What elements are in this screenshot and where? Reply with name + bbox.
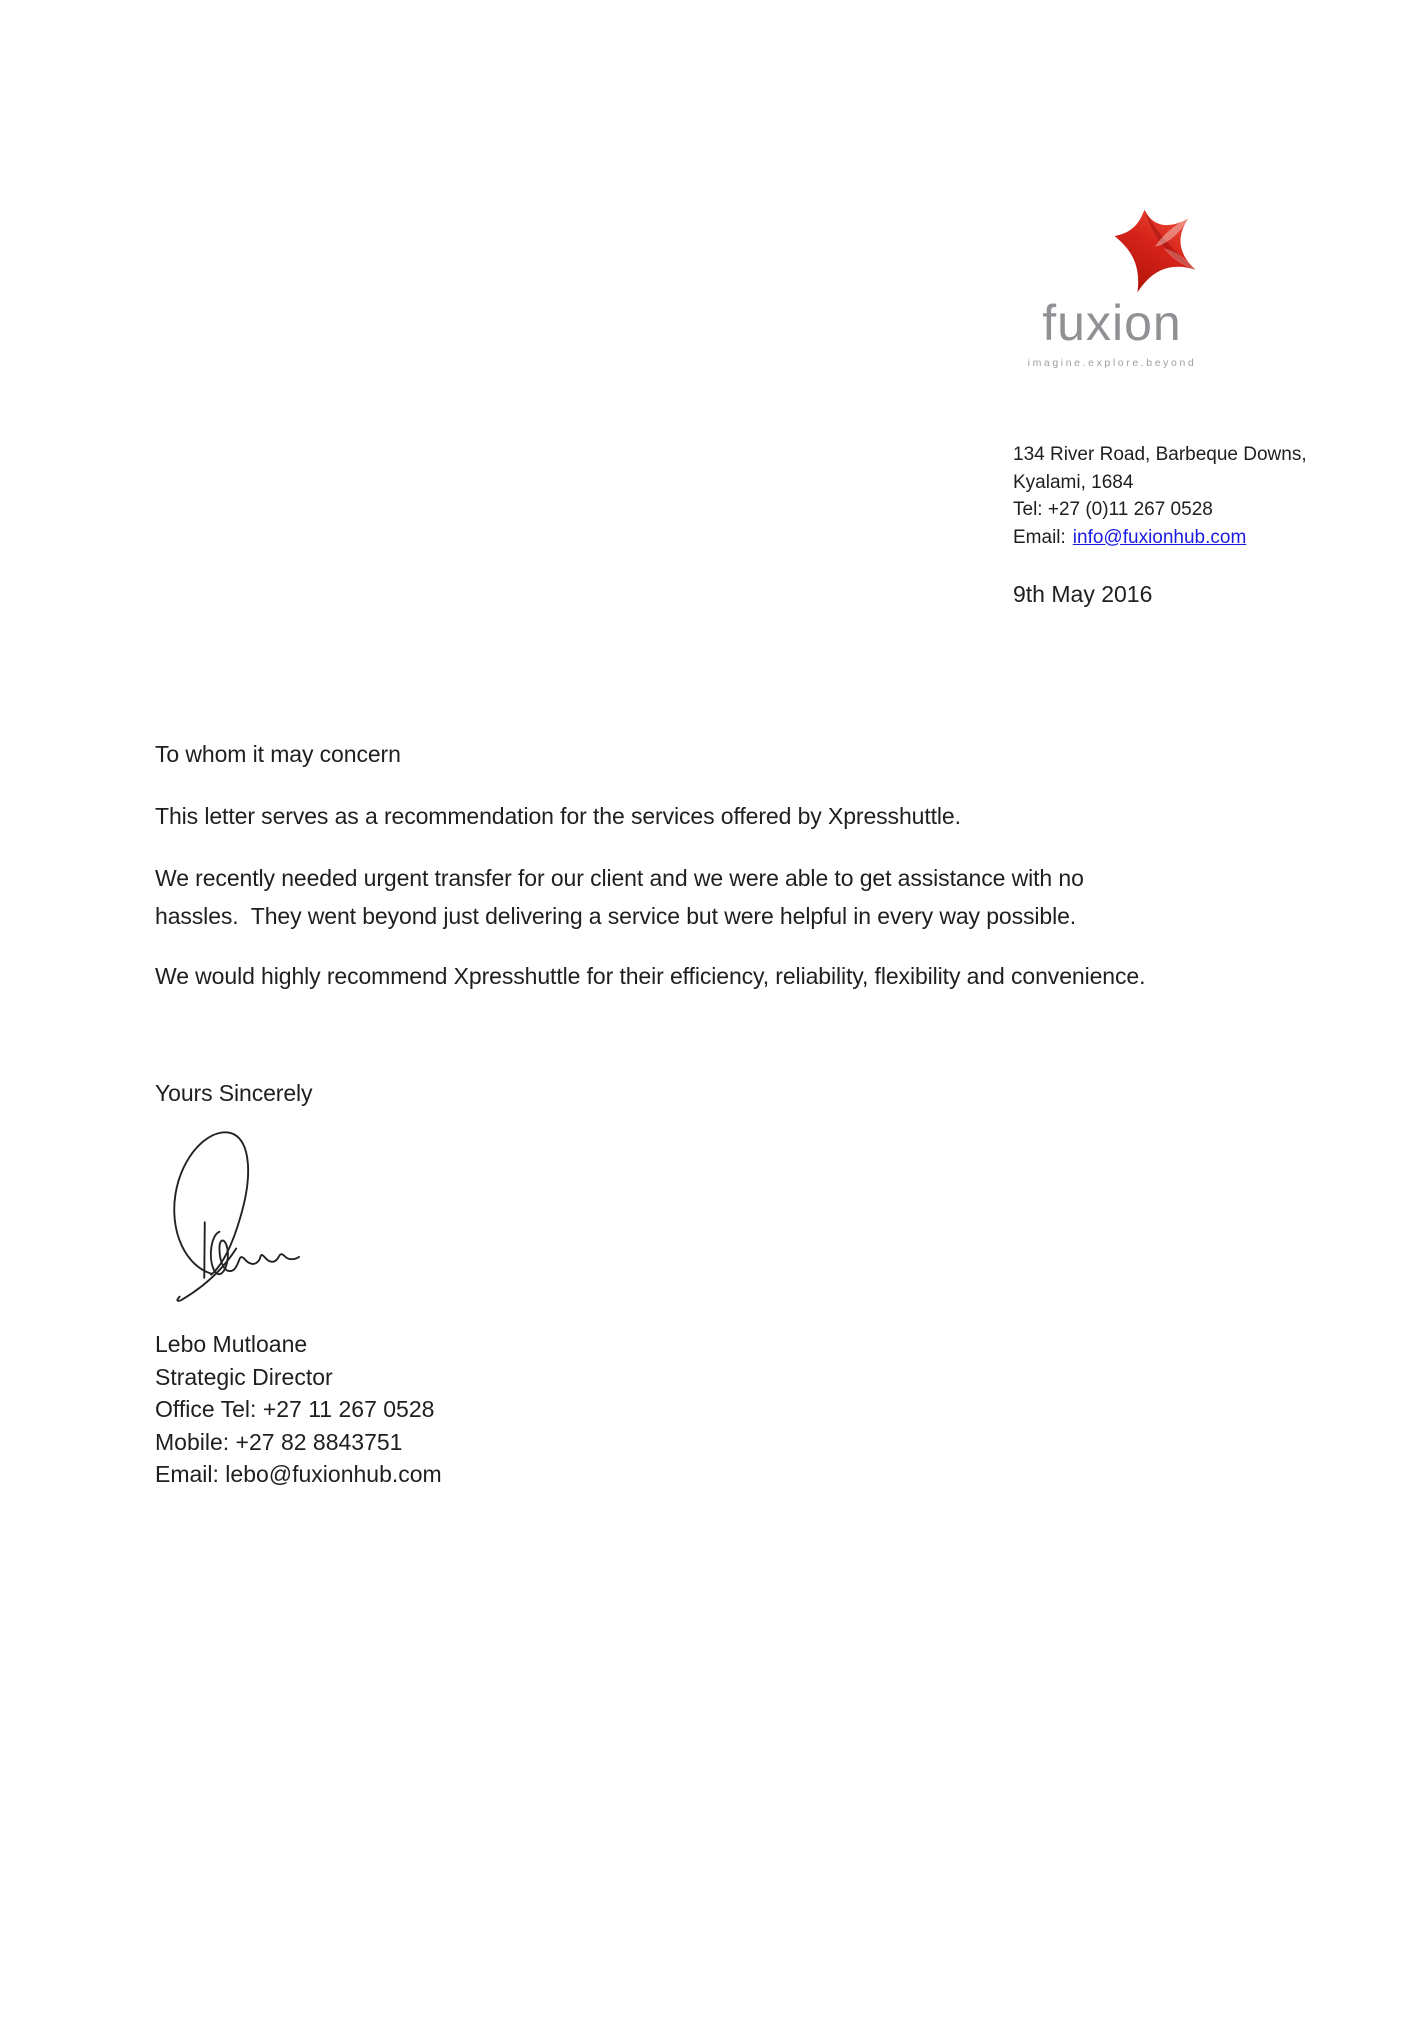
paragraph-1 xyxy=(155,798,961,835)
company-telephone: Tel: +27 (0)11 267 0528 xyxy=(1013,499,1213,520)
company-address-block xyxy=(1013,441,1307,551)
paragraph-1-line: This letter serves as a recommendation for the services offered by Xpresshuttle. xyxy=(155,803,961,829)
signatory-name: Lebo Mutloane xyxy=(155,1331,308,1357)
company-email-link[interactable]: info@fuxionhub.com xyxy=(1072,526,1247,548)
paragraph-2 xyxy=(155,860,1084,935)
company-email-line xyxy=(1013,524,1307,552)
paragraph-2-line-1: We recently needed urgent transfer for our client and we were able to get assistance with no xyxy=(155,865,1084,891)
closing-phrase: Yours Sincerely xyxy=(155,1080,313,1106)
address-line-2: Kyalami, 1684 xyxy=(1013,471,1134,493)
paragraph-3 xyxy=(155,958,1145,995)
letter-date: 9th May 2016 xyxy=(1013,581,1153,607)
salutation: To whom it may concern xyxy=(155,741,401,767)
fuxion-star-icon xyxy=(1110,208,1200,296)
address-line-1: 134 River Road, Barbeque Downs, xyxy=(1013,444,1307,465)
fuxion-tagline: imagine.explore.beyond xyxy=(1027,357,1197,369)
paragraph-2-line-2: hassles. They went beyond just delivering a service but were helpful in every way possible. xyxy=(155,902,1077,929)
fuxion-logo xyxy=(1022,208,1202,369)
fuxion-wordmark: fuxion xyxy=(1042,295,1182,351)
paragraph-3-line: We would highly recommend Xpresshuttle for their efficiency, reliability, flexibility and convenience. xyxy=(155,963,1146,989)
signatory-block xyxy=(155,1328,442,1491)
email-label: Email: xyxy=(1013,526,1066,548)
signatory-email: Email: lebo@fuxionhub.com xyxy=(155,1461,442,1488)
signatory-office-tel: Office Tel: +27 11 267 0528 xyxy=(155,1396,435,1423)
handwritten-signature xyxy=(158,1126,306,1304)
signatory-title: Strategic Director xyxy=(155,1363,333,1390)
signatory-mobile: Mobile: +27 82 8843751 xyxy=(155,1428,403,1455)
